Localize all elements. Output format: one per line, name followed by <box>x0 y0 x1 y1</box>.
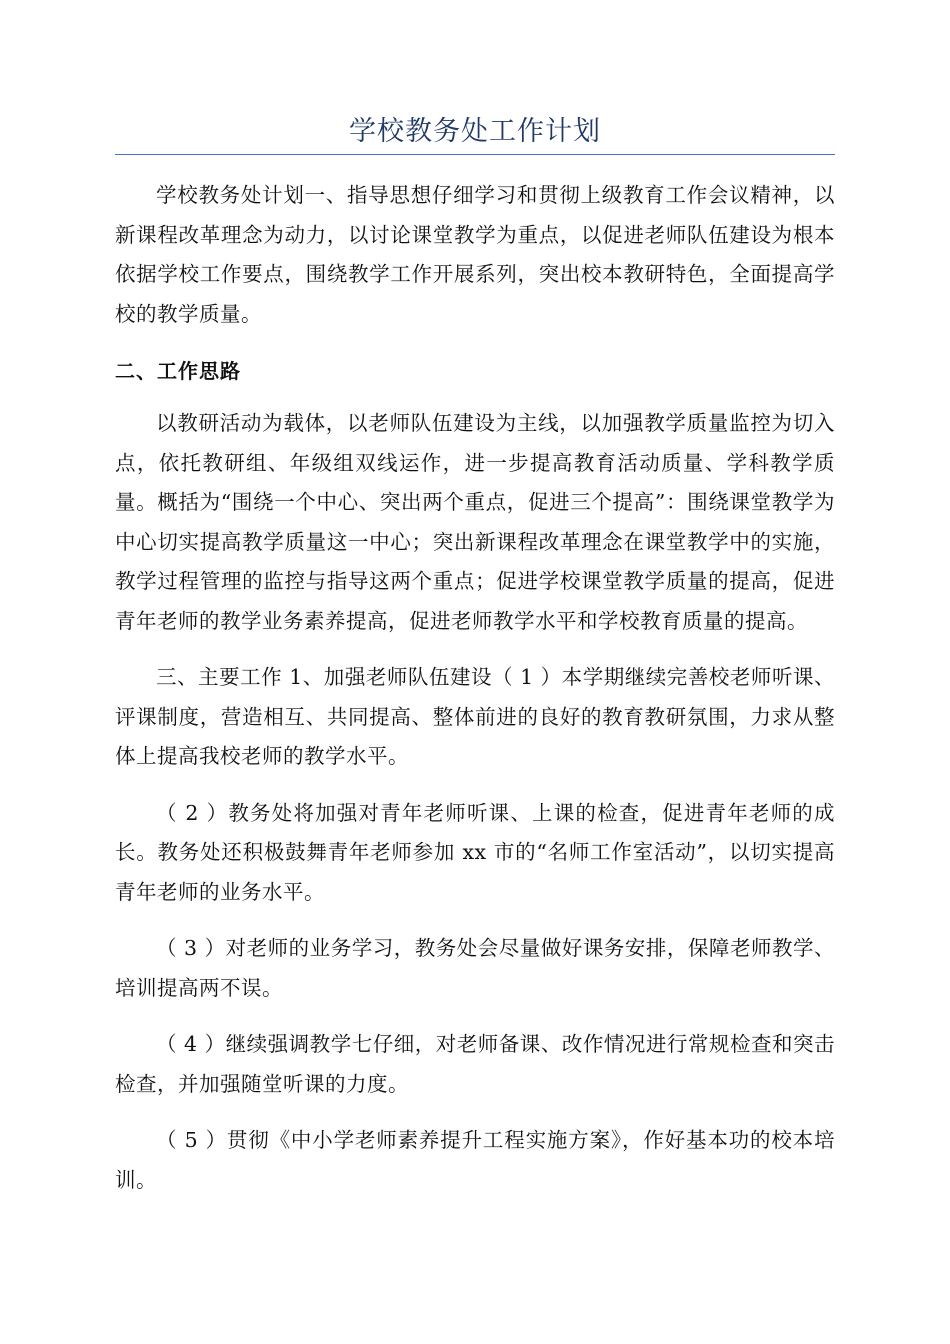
paragraph-guiding-ideology: 学校教务处计划一、指导思想仔细学习和贯彻上级教育工作会议精神，以新课程改革理念为动力，以讨论课堂教学为重点，以促进老师队伍建设为根本依据学校工作要点，围绕教学工作开展系列，突出校本教研特色，全面提高学校的教学质量。 <box>115 183 835 326</box>
paragraph-work-ideas: 以教研活动为载体，以老师队伍建设为主线，以加强教学质量监控为切入点，依托教研组、年级组双线运作，进一步提高教育活动质量、学科教学质量。概括为“围绕一个中心、突出两个重点，促进三个提高”：围绕课堂教学为中心切实提高教学质量这一中心；突出新课程改革理念在课堂教学中的实施，教学过程管理的监控与指导这两个重点；促进学校课堂教学质量的提高，促进青年老师的教学业务素养提高，促进老师教学水平和学校教育质量的提高。 <box>115 411 835 633</box>
paragraph-main-work-3: （ 3 ）对老师的业务学习，教务处会尽量做好课务安排，保障老师教学、培训提高两不误。 <box>115 936 835 1000</box>
document-title: 学校教务处工作计划 <box>349 116 601 147</box>
section-heading-work-ideas: 二、工作思路 <box>115 359 241 383</box>
document-body <box>115 176 835 1217</box>
paragraph-main-work-1: 三、主要工作 1、加强老师队伍建设（ 1 ）本学期继续完善校老师听课、评课制度，营造相互、共同提高、整体前进的良好的教育教研氛围，力求从整体上提高我校老师的教学水平。 <box>115 665 835 768</box>
paragraph-main-work-5: （ 5 ）贯彻《中小学老师素养提升工程实施方案》，作好基本功的校本培训。 <box>115 1128 835 1192</box>
paragraph-main-work-2: （ 2 ）教务处将加强对青年老师听课、上课的检查，促进青年老师的成长。教务处还积极鼓舞青年老师参加 xx 市的“名师工作室活动”，以切实提高青年老师的业务水平。 <box>115 800 835 904</box>
title-underline <box>115 154 835 155</box>
paragraph-main-work-4: （ 4 ）继续强调教学七仔细，对老师备课、改作情况进行常规检查和突击检查，并加强随堂听课的力度。 <box>115 1032 835 1096</box>
